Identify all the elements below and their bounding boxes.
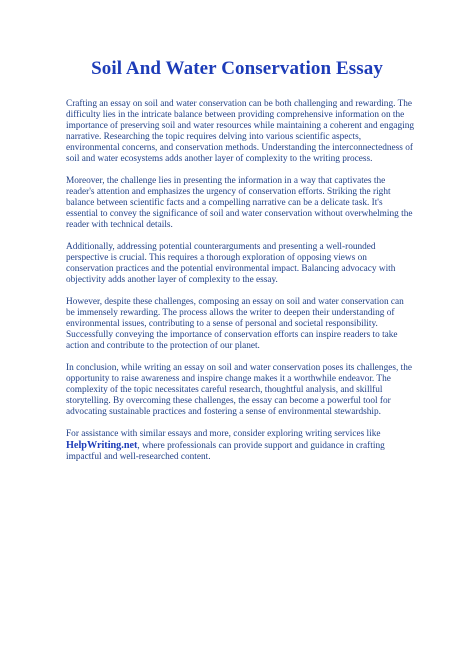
paragraph-5: In conclusion, while writing an essay on soil and water conservation poses its challenges, the opportunity to raise awareness and inspire change makes it a worthwhile endeavor. The complexity of the topic necessitates careful research, thoughtful analysis, and skillful storytelling. By overcoming these challenges, the essay can become a powerful tool for advocating sustainable practices and fostering a sense of environmental stewardship. xyxy=(66,362,412,418)
document-body xyxy=(66,99,414,474)
paragraph-4: However, despite these challenges, composing an essay on soil and water conservation can be immensely rewarding. The process allows the writer to deepen their understanding of environmental issues, contributing to a sense of personal and societal responsibility. Successfully conveying the importance of conservation efforts can inspire readers to take action and contribute to the protection of our planet. xyxy=(66,296,404,352)
paragraph-3: Additionally, addressing potential counterarguments and presenting a well-rounded perspective is crucial. This requires a thorough exploration of opposing views on conservation practices and the potential environmental impact. Balancing advocacy with objectivity adds another layer of complexity to the essay. xyxy=(66,242,396,286)
helpwriting-link[interactable]: HelpWriting.net xyxy=(66,439,138,451)
closing-paragraph xyxy=(66,429,414,463)
paragraph-1: Crafting an essay on soil and water conservation can be both challenging and rewarding. The difficulty lies in the intricate balance between providing comprehensive information on the importance of preserving soil and water resources while maintaining a coherent and engaging narrative. Researching the topic requires delving into various scientific aspects, environmental concerns, and conservation methods. Understanding the interconnectedness of soil and water ecosystems adds another layer of complexity to the writing process. xyxy=(66,99,414,165)
paragraph-2: Moreover, the challenge lies in presenting the information in a way that captivates the reader's attention and emphasizes the urgency of conservation efforts. Striking the right balance between scientific facts and a compelling narrative can be a delicate task. It's essential to convey the significance of soil and water conservation without overwhelming the reader with technical details. xyxy=(66,176,413,231)
document-title: Soil And Water Conservation Essay xyxy=(91,58,383,79)
closing-text-before-link: For assistance with similar essays and more, consider exploring writing services like xyxy=(66,428,381,439)
closing-text-after-link: , where professionals can provide support and guidance in crafting impactful and well-researched content. xyxy=(66,440,385,463)
